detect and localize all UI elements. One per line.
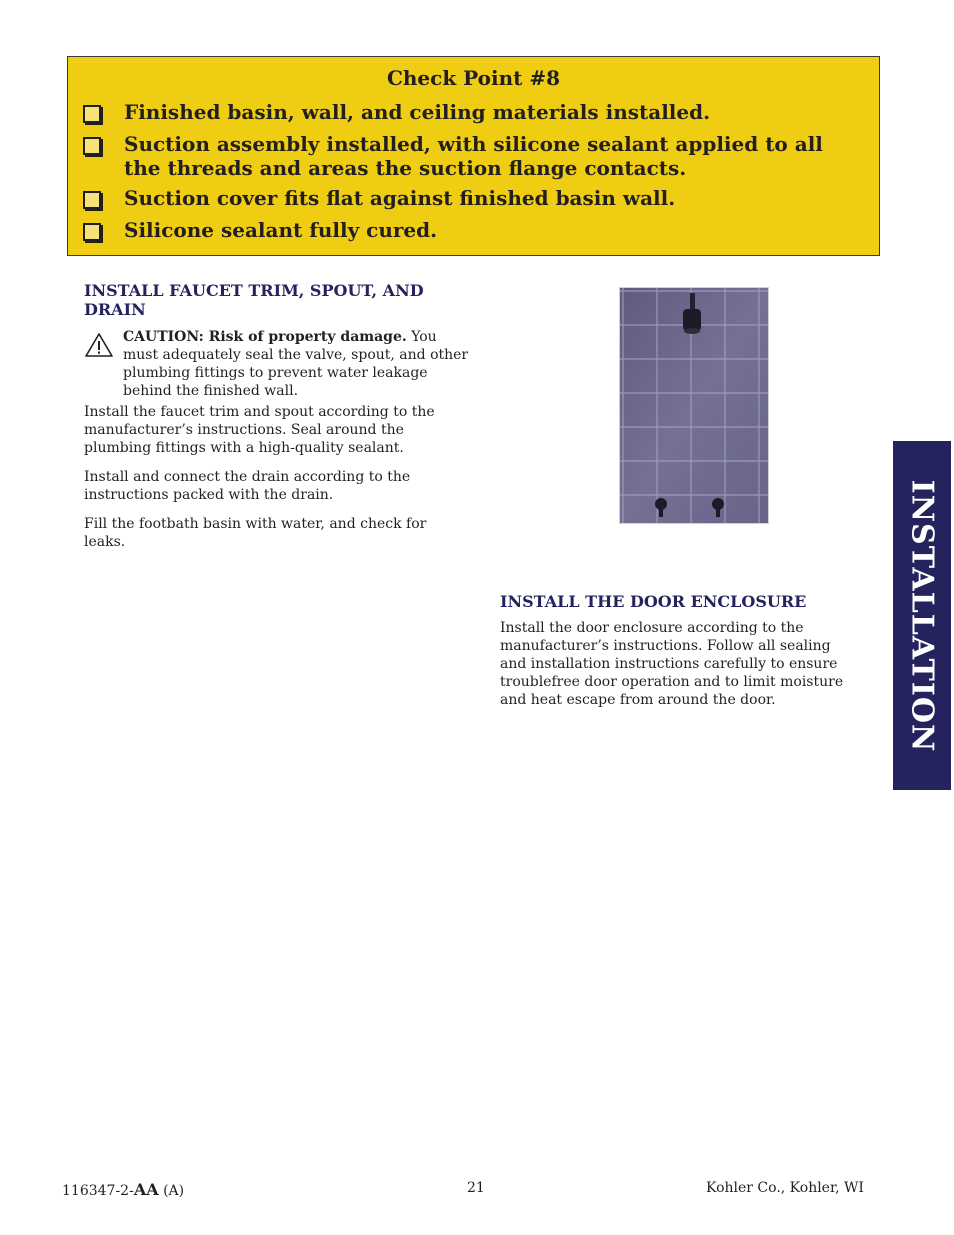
checkpoint-item [68,132,864,180]
doc-number-suffix: (A) [158,1183,185,1199]
door-paragraph: Install the door enclosure according to the manufacturer’s instructions. Follow all sealing and installation instructions carefully to ensure troublefree door operation and to limit moisture and heat escape from around the door. [500,620,844,708]
checkpoint-item-text: Suction cover fits flat against finished basin wall. [124,186,676,210]
section-side-tab [893,441,951,790]
caution-label: CAUTION: Risk of property damage. [123,329,407,345]
side-tab-label: INSTALLATION [904,479,940,752]
tiled-wall-photo [619,287,769,524]
checkpoint-item [68,100,864,124]
checkpoint-item [68,186,864,210]
faucet-paragraph: Install and connect the drain according to the instructions packed with the drain. [84,469,411,503]
caution-note [123,328,473,400]
faucet-section-heading: INSTALL FAUCET TRIM, SPOUT, AND DRAIN [84,281,424,319]
page-number: 21 [467,1180,485,1196]
doc-number-prefix: 116347-2- [62,1183,134,1199]
checkbox-icon[interactable] [83,223,101,241]
checkpoint-item-text: Silicone sealant fully cured. [124,218,438,242]
document-number [62,1180,184,1199]
door-section-heading: INSTALL THE DOOR ENCLOSURE [500,592,807,611]
checkpoint-item-text: Finished basin, wall, and ceiling materials installed. [124,100,711,124]
checkbox-icon[interactable] [83,137,101,155]
caution-triangle-icon [84,332,114,358]
faucet-paragraph: Fill the footbath basin with water, and check for leaks. [84,516,427,550]
company-name: Kohler Co., Kohler, WI [706,1180,864,1196]
caution-text: You must adequately seal the valve, spout, and other plumbing fittings to prevent water leakage behind the finished wall. [123,329,469,399]
checkbox-icon[interactable] [83,191,101,209]
checkpoint-title: Check Point #8 [386,66,561,90]
faucet-paragraph: Install the faucet trim and spout according to the manufacturer’s instructions. Seal around the plumbing fittings with a high-quality sealant. [84,404,435,456]
checkbox-icon[interactable] [83,105,101,123]
checkpoint-item [68,218,864,242]
doc-number-revision: AA [133,1180,159,1199]
checkpoint-item-text: Suction assembly installed, with silicone sealant applied to all the threads and areas the suction flange contacts. [124,132,823,180]
checkpoint-box [67,56,880,256]
